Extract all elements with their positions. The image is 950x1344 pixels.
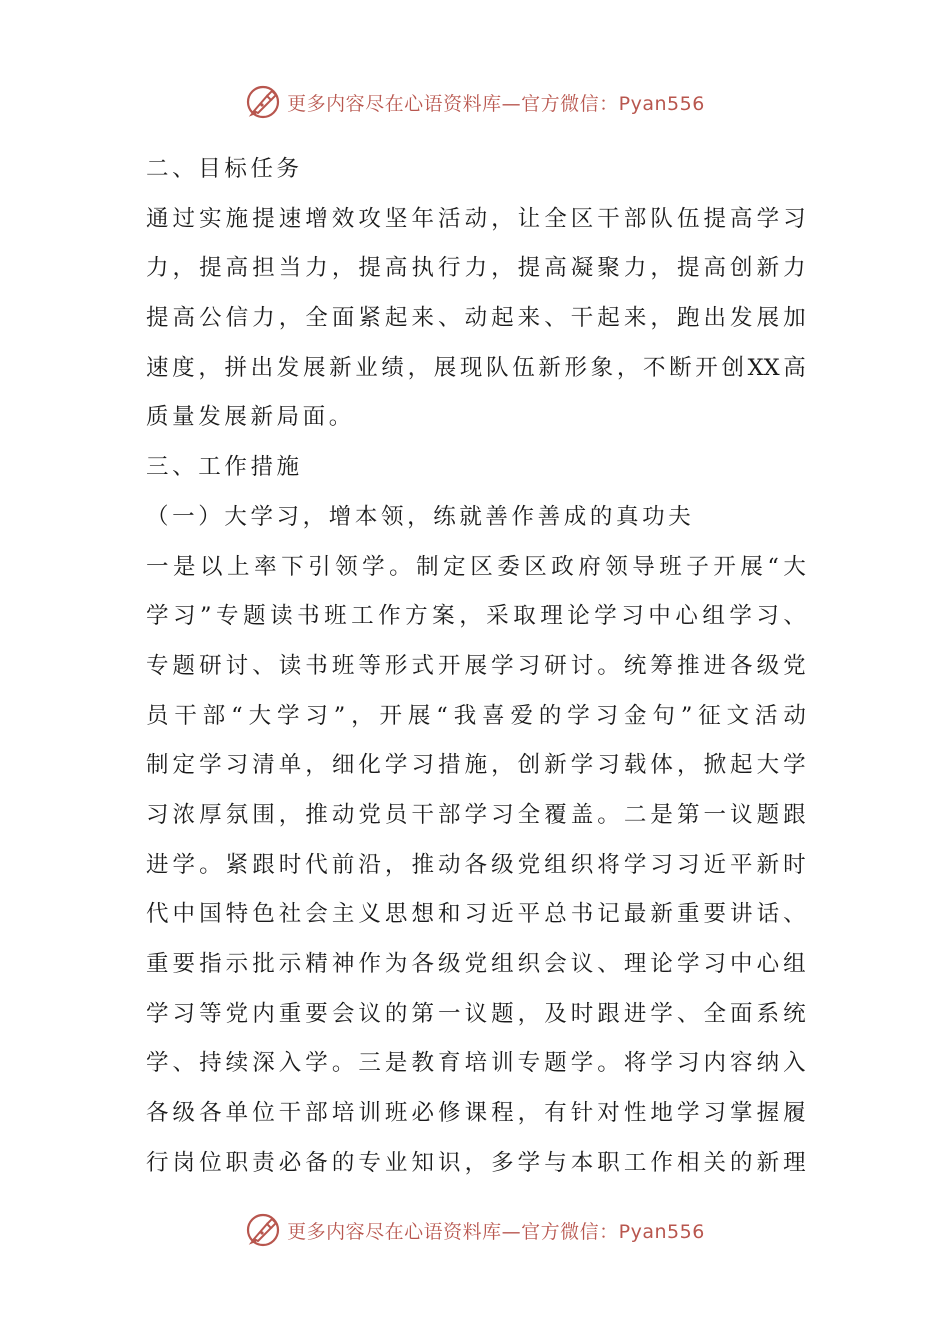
- text-line: 速 度 ， 拼 出 发 展 新 业 绩 ， 展 现 队 伍 新 形 象 ， 不 断 开 创 XX 高: [146, 354, 806, 381]
- footer-watermark-text: 更多内容尽在心语资料库—官方微信：Pyan556: [287, 1220, 705, 1243]
- text-line: 进 学 。 紧 跟 时 代 前 沿 ， 推 动 各 级 党 组 织 将 学 习 习 近 平 新 时: [146, 851, 806, 878]
- document-body: [146, 145, 806, 1188]
- text-line: （ 一 ） 大 学 习 ， 增 本 领 ， 练 就 善 作 善 成 的 真 功 夫: [146, 503, 691, 530]
- header-watermark-text: 更多内容尽在心语资料库—官方微信：Pyan556: [287, 92, 705, 115]
- text-line: 学 习 等 党 内 重 要 会 议 的 第 一 议 题 ， 及 时 跟 进 学 、 全 面 系 统: [146, 1000, 806, 1027]
- footer-watermark-banner: [0, 1210, 950, 1250]
- text-line: 习 浓 厚 氛 围 ， 推 动 党 员 干 部 学 习 全 覆 盖 。 二 是 第 一 议 题 跟: [146, 801, 806, 828]
- text-line: 二 、 目 标 任 务: [146, 156, 300, 182]
- text-line: 质 量 发 展 新 局 面 。: [146, 404, 352, 431]
- header-watermark-banner: [0, 82, 950, 122]
- text-line: 学 习 ” 专 题 读 书 班 工 作 方 案 ， 采 取 理 论 学 习 中 心 组 学 习 、: [146, 603, 806, 630]
- text-line: 代 中 国 特 色 社 会 主 义 思 想 和 习 近 平 总 书 记 最 新 重 要 讲 话 、: [146, 901, 806, 928]
- text-line: 通 过 实 施 提 速 增 效 攻 坚 年 活 动 ， 让 全 区 干 部 队 伍 提 高 学 习: [146, 205, 806, 232]
- text-line: 提 高 公 信 力 ， 全 面 紧 起 来 、 动 起 来 、 干 起 来 ， 跑 出 发 展 加: [146, 305, 806, 332]
- text-line: 行 岗 位 职 责 必 备 的 专 业 知 识 ， 多 学 与 本 职 工 作 相 关 的 新 理: [146, 1149, 806, 1176]
- text-line: 专 题 研 讨 、 读 书 班 等 形 式 开 展 学 习 研 讨 。 统 筹 推 进 各 级 党: [146, 652, 806, 679]
- text-line: 一 是 以 上 率 下 引 领 学 。 制 定 区 委 区 政 府 领 导 班 子 开 展 “ 大: [146, 553, 806, 580]
- text-line: 力 ， 提 高 担 当 力 ， 提 高 执 行 力 ， 提 高 凝 聚 力 ， 提 高 创 新 力: [146, 255, 806, 282]
- text-line: 学 、 持 续 深 入 学 。 三 是 教 育 培 训 专 题 学 。 将 学 习 内 容 纳 入: [146, 1050, 806, 1077]
- pen-nib-logo-icon: [245, 84, 281, 120]
- text-line: 员 干 部 “ 大 学 习 ” ， 开 展 “ 我 喜 爱 的 学 习 金 句 ” 征 文 活 动: [146, 702, 806, 729]
- text-line: 重 要 指 示 批 示 精 神 作 为 各 级 党 组 织 会 议 、 理 论 学 习 中 心 组: [146, 951, 806, 977]
- text-line: 三 、 工 作 措 施: [146, 454, 300, 481]
- text-line: 制 定 学 习 清 单 ， 细 化 学 习 措 施 ， 创 新 学 习 载 体 ， 掀 起 大 学: [146, 752, 806, 779]
- pen-nib-logo-icon: [245, 1212, 281, 1248]
- text-line: 各 级 各 单 位 干 部 培 训 班 必 修 课 程 ， 有 针 对 性 地 学 习 掌 握 履: [146, 1100, 806, 1127]
